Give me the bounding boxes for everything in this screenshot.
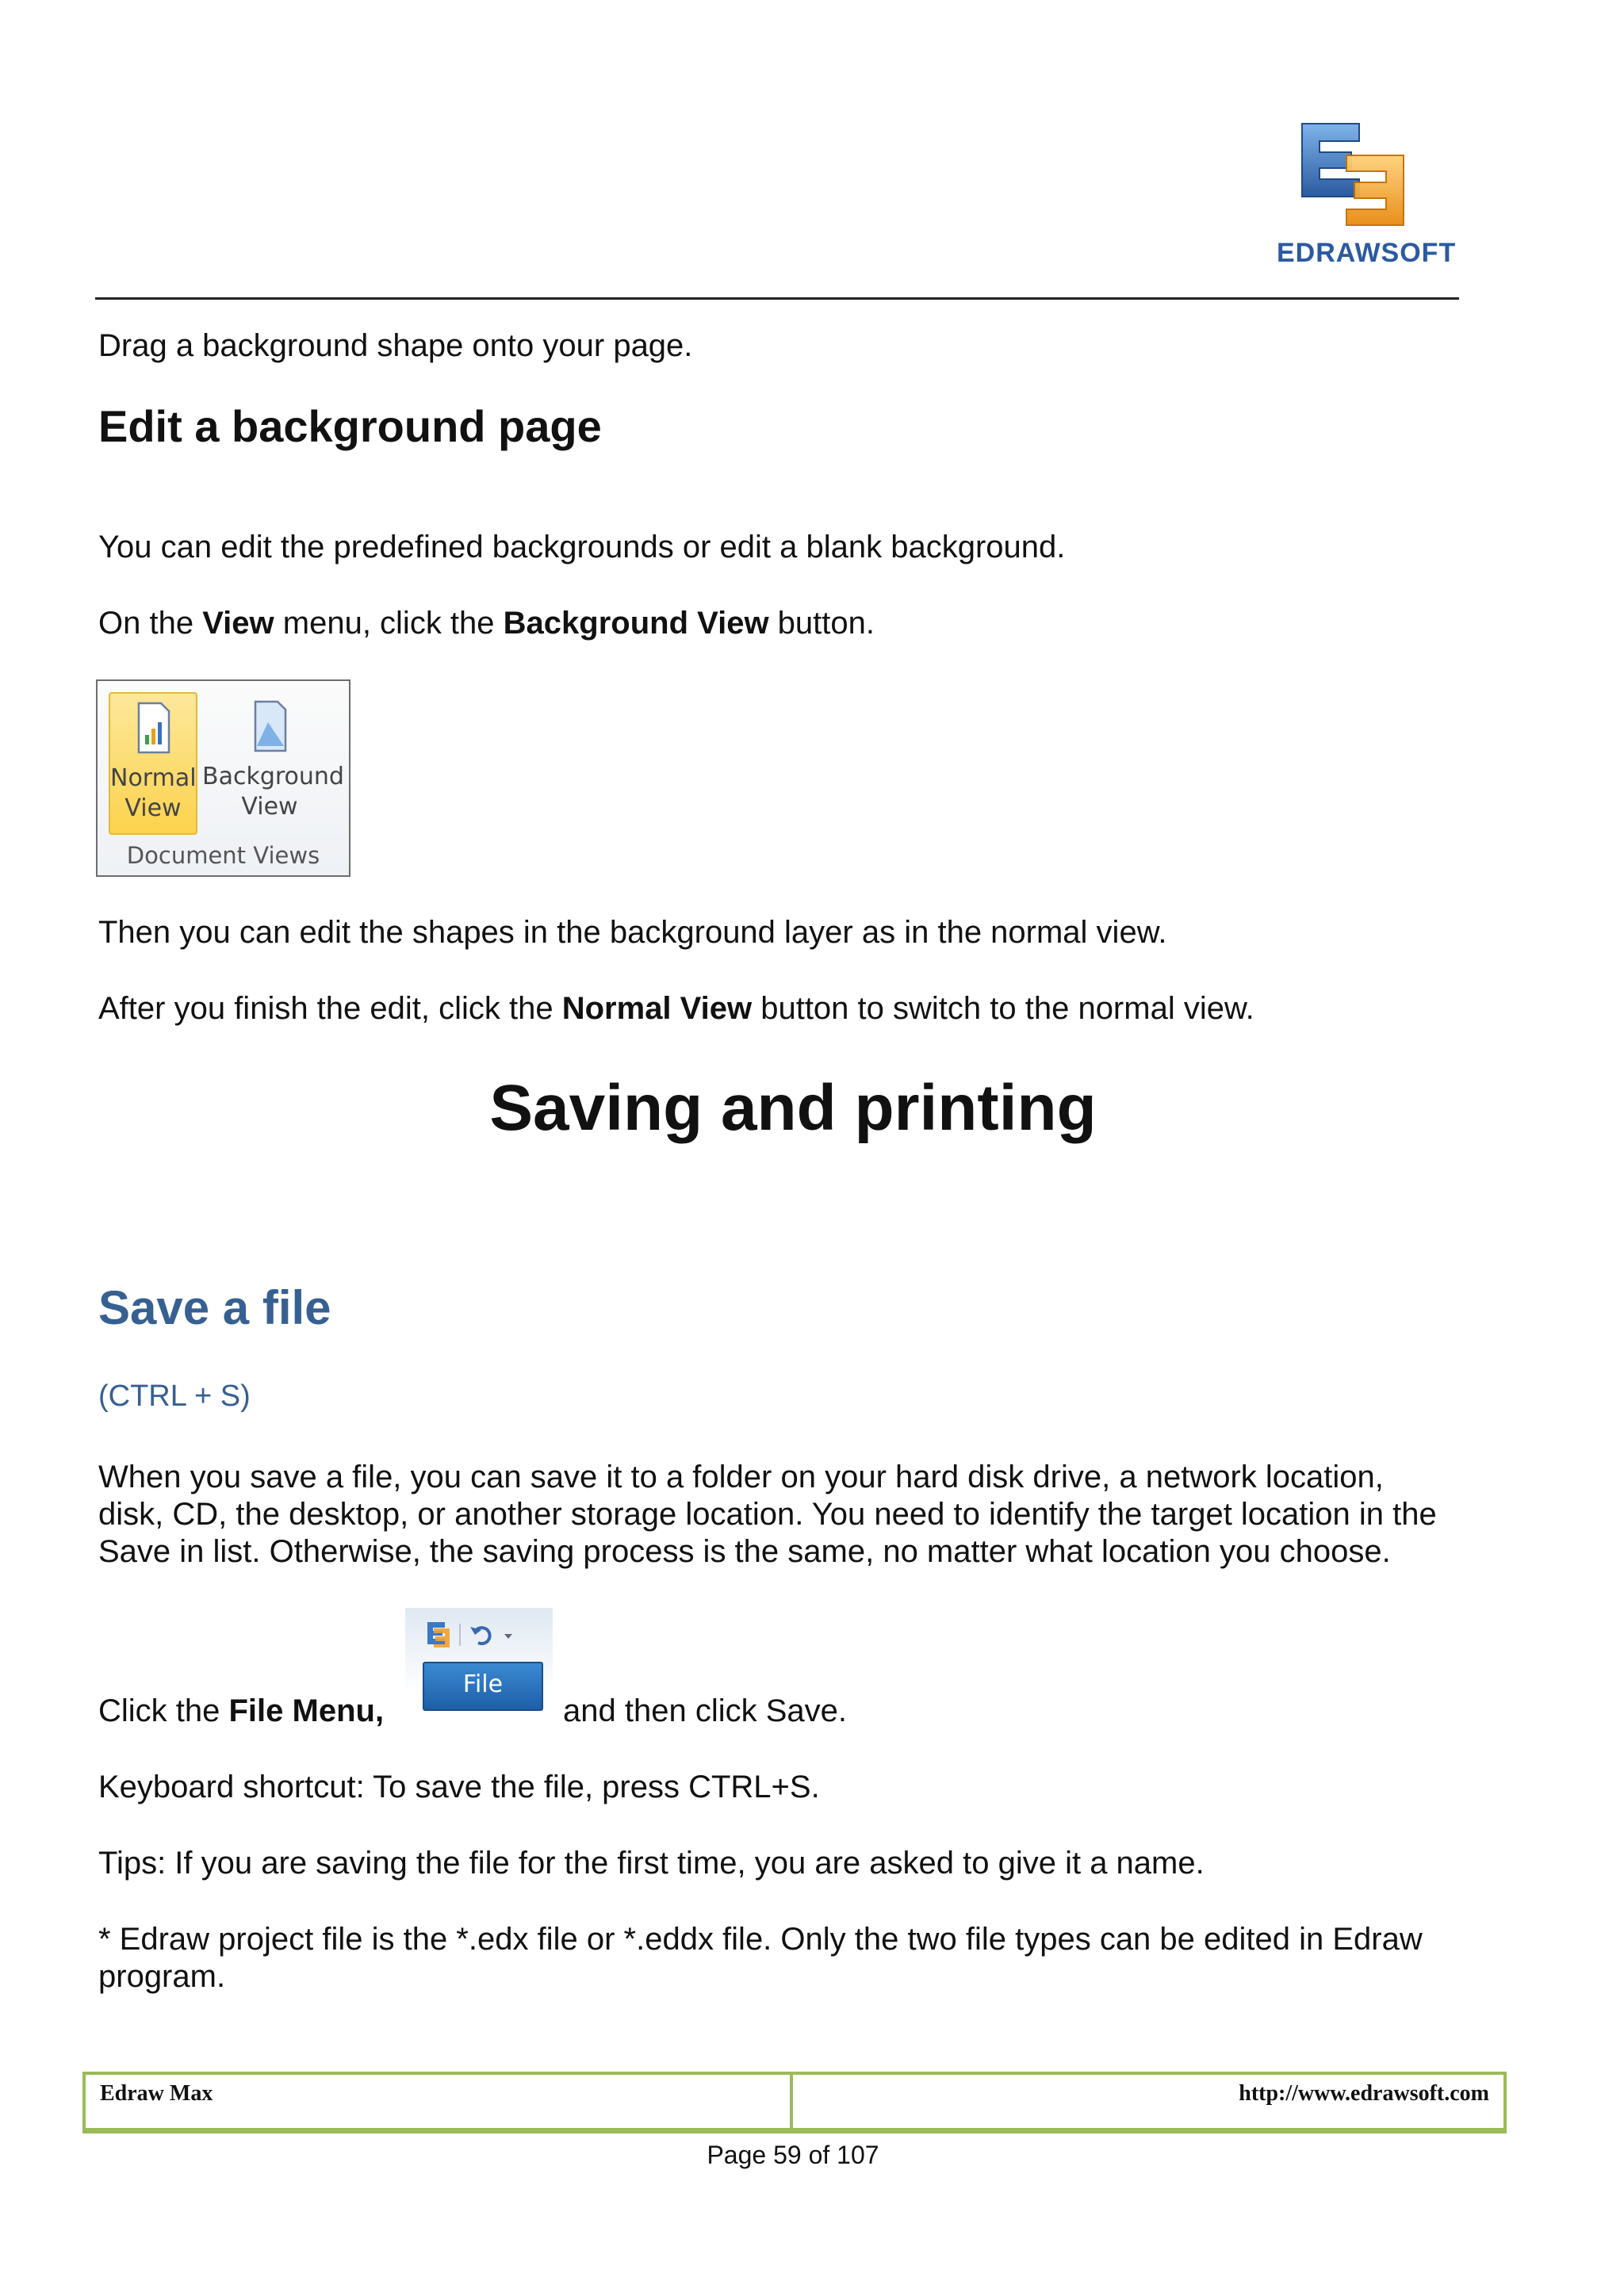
undo-icon[interactable]: [467, 1621, 496, 1649]
normal-view-label-2: View: [124, 794, 182, 822]
header-rule: [95, 297, 1459, 300]
footer-left-cell: [86, 2075, 793, 2128]
save-para-line-1: When you save a file, you can save it to a folder on your hard disk drive, a network location,: [98, 1460, 1384, 1494]
edrawsoft-logo: [1261, 117, 1457, 276]
file-menu-screenshot: [405, 1608, 553, 1751]
after-ribbon-para-2: [98, 989, 1254, 1027]
text-run: On the: [98, 606, 203, 641]
document-views-ribbon: [96, 679, 350, 877]
footer-right-cell: [793, 2075, 1503, 2128]
footer-table: [82, 2072, 1507, 2133]
note-line-1: * Edraw project file is the *.edx file or *.eddx file. Only the two file types can be edited in Edraw: [98, 1922, 1423, 1957]
footer-url[interactable]: http://www.edrawsoft.com: [1239, 2081, 1489, 2106]
quick-access-toolbar: [423, 1619, 542, 1651]
click-save-text: and then click Save.: [563, 1693, 847, 1728]
background-view-label-1: Background: [202, 763, 344, 790]
edit-bg-para-2: [98, 604, 875, 642]
save-para-line-3: Save in list. Otherwise, the saving process is the same, no matter what location you choose.: [98, 1534, 1391, 1569]
text-run: After you finish the edit, click the: [98, 991, 562, 1026]
app-icon: [423, 1621, 454, 1649]
edit-background-heading: Edit a background page: [98, 401, 602, 451]
chevron-down-icon[interactable]: [502, 1632, 515, 1641]
keyboard-shortcut-text: Keyboard shortcut: To save the file, press CTRL+S.: [98, 1770, 820, 1804]
normal-view-label-1: Normal: [110, 764, 197, 792]
save-shortcut-label: (CTRL + S): [98, 1380, 251, 1413]
after-ribbon-para-1: Then you can edit the shapes in the background layer as in the normal view.: [98, 915, 1167, 950]
note-line-2: program.: [98, 1959, 226, 1994]
tips-text: Tips: If you are saving the file for the first time, you are asked to give it a name.: [98, 1846, 1205, 1881]
save-para-line-2: disk, CD, the desktop, or another storage location. You need to identify the target location in the: [98, 1497, 1437, 1532]
view-menu-bold: View: [202, 606, 274, 641]
file-menu-button[interactable]: File: [423, 1662, 543, 1711]
background-view-bold: Background View: [503, 606, 769, 641]
edit-bg-para-1: You can edit the predefined backgrounds or edit a blank background.: [98, 530, 1066, 564]
normal-view-button[interactable]: [109, 692, 197, 835]
intro-text: Drag a background shape onto your page.: [98, 328, 693, 363]
chapter-title: Saving and printing: [489, 1072, 1097, 1144]
save-file-heading: Save a file: [98, 1281, 331, 1334]
text-run: button.: [768, 606, 875, 641]
background-view-label-2: View: [241, 793, 298, 821]
text-run: Click the: [98, 1693, 229, 1728]
normal-view-bold: Normal View: [561, 991, 753, 1026]
file-menu-bold: File Menu,: [228, 1693, 385, 1728]
document-views-group-label: Document Views: [126, 842, 320, 869]
background-view-icon: [246, 698, 293, 754]
text-run: menu, click the: [274, 606, 504, 641]
page-number: Page 59 of 107: [707, 2141, 879, 2169]
background-view-button[interactable]: [202, 692, 344, 835]
normal-view-icon: [129, 700, 177, 756]
toolbar-separator: [459, 1624, 461, 1646]
edrawsoft-logo-icon: [1261, 117, 1451, 236]
text-run: button to switch to the normal view.: [752, 991, 1254, 1026]
footer-product-name: Edraw Max: [100, 2081, 213, 2106]
click-file-menu-text: [98, 1692, 384, 1730]
logo-text: EDRAWSOFT: [1277, 238, 1457, 268]
